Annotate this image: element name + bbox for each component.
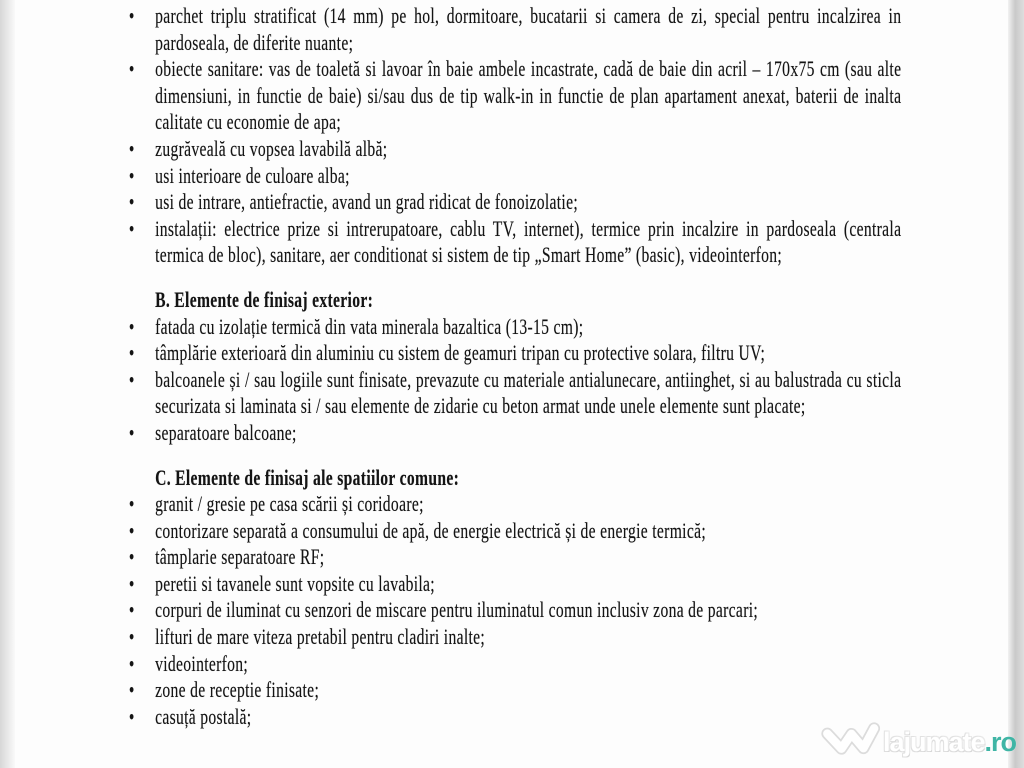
list-item-text: peretii si tavanele sunt vopsite cu lavabila; bbox=[155, 570, 435, 596]
list-item-text: usi de intrare, antiefractie, avand un grad ridicat de fonoizolatie; bbox=[155, 189, 579, 215]
list-item bbox=[126, 3, 901, 56]
list-item bbox=[126, 624, 901, 651]
bullet-marker: • bbox=[128, 189, 135, 215]
list-item-text: parchet triplu stratificat (14 mm) pe hol, dormitoare, bucatarii si camera de zi, special pentru incalzirea in pardoseala, de diferite nuante; bbox=[155, 3, 902, 55]
list-item bbox=[126, 597, 901, 624]
list-item bbox=[126, 56, 901, 136]
section-c-heading: C. Elemente de finisaj ale spatiilor comune: bbox=[155, 464, 460, 490]
bullet-marker: • bbox=[128, 624, 135, 650]
list-item bbox=[126, 420, 901, 447]
list-item-text: zone de receptie finisate; bbox=[155, 677, 320, 703]
bullet-marker: • bbox=[128, 419, 135, 445]
list-item bbox=[126, 491, 901, 518]
bullet-marker: • bbox=[128, 650, 135, 676]
bullet-marker: • bbox=[128, 597, 135, 623]
section-b-bullet-list bbox=[126, 314, 901, 447]
list-item-text: granit / gresie pe casa scării și coridoare; bbox=[155, 491, 424, 517]
list-item bbox=[126, 518, 901, 545]
list-item-text: tâmplărie exterioară din aluminiu cu sistem de geamuri tripan cu protective solara, filtru UV; bbox=[155, 340, 766, 366]
bullet-marker: • bbox=[128, 162, 135, 188]
list-item bbox=[126, 677, 901, 704]
bullet-marker: • bbox=[128, 677, 135, 703]
bullet-marker: • bbox=[128, 517, 135, 543]
bullet-marker: • bbox=[128, 135, 135, 161]
list-item bbox=[126, 189, 901, 216]
lajumate-watermark bbox=[821, 716, 1016, 768]
list-item bbox=[126, 216, 901, 269]
bullet-marker: • bbox=[128, 570, 135, 596]
list-item bbox=[126, 314, 901, 341]
list-item-text: instalații: electrice prize si intrerupatoare, cablu TV, internet), termice prin incalzire in pardoseala (centrala termica de bloc), sanitare, aer conditionat si sistem de tip „Smart Home” (basic), videointerfon; bbox=[155, 215, 902, 268]
bullet-marker: • bbox=[128, 544, 135, 570]
section-b-heading: B. Elemente de finisaj exterior: bbox=[155, 286, 374, 312]
list-item bbox=[126, 136, 901, 163]
bullet-marker: • bbox=[128, 3, 135, 28]
bullet-marker: • bbox=[128, 340, 135, 366]
watermark-brand-text: lajumate bbox=[882, 726, 985, 757]
bullet-marker: • bbox=[128, 56, 135, 82]
left-scan-edge bbox=[0, 0, 15, 768]
list-item-text: corpuri de iluminat cu senzori de miscare pentru iluminatul comun inclusiv zona de parcari; bbox=[155, 597, 759, 623]
list-item-text: contorizare separată a consumului de apă, de energie electrică și de energie termică; bbox=[155, 517, 707, 543]
list-item bbox=[126, 544, 901, 571]
document-text-block bbox=[126, 3, 901, 730]
list-item bbox=[126, 163, 901, 190]
bullet-marker: • bbox=[128, 491, 135, 517]
watermark-tld-text: .ro bbox=[984, 726, 1016, 757]
list-item-text: casuță postală; bbox=[155, 703, 252, 729]
list-item bbox=[126, 340, 901, 367]
list-item-text: balcoanele și / sau logiile sunt finisate, prevazute cu materiale antialunecare, antiinghet, si au balustrada cu sticla securizata si laminata si / sau elemente de zidarie cu beton armat unde unele elemente sunt placate; bbox=[155, 366, 902, 419]
right-scan-edge bbox=[1008, 0, 1024, 768]
list-item bbox=[126, 367, 901, 420]
bullet-marker: • bbox=[128, 366, 135, 392]
list-item-text: lifturi de mare viteza pretabil pentru cladiri inalte; bbox=[155, 624, 486, 650]
section-c-bullet-list bbox=[126, 491, 901, 730]
intro-bullet-list bbox=[126, 3, 901, 269]
lajumate-w-logo-icon bbox=[819, 717, 882, 767]
list-item-text: videointerfon; bbox=[155, 650, 249, 676]
list-item bbox=[126, 704, 901, 731]
bullet-marker: • bbox=[128, 215, 135, 241]
list-item-text: usi interioare de culoare alba; bbox=[155, 162, 350, 188]
list-item-text: obiecte sanitare: vas de toaletă si lavoar în baie ambele incastrate, cadă de baie din acril – 170x75 cm (sau alte dimensiuni, in functie de baie) si/sau dus de tip walk-in in functie de plan apartament anexat, baterii de inalta calitate cu economie de apa; bbox=[155, 56, 902, 135]
list-item bbox=[126, 571, 901, 598]
list-item-text: fatada cu izolație termică din vata minerala bazaltica (13-15 cm); bbox=[155, 313, 584, 339]
bullet-marker: • bbox=[128, 703, 135, 729]
bullet-marker: • bbox=[128, 313, 135, 339]
list-item-text: tâmplarie separatoare RF; bbox=[155, 544, 325, 570]
list-item-text: separatoare balcoane; bbox=[155, 419, 297, 445]
list-item-text: zugrăveală cu vopsea lavabilă albă; bbox=[155, 135, 388, 161]
list-item bbox=[126, 651, 901, 678]
